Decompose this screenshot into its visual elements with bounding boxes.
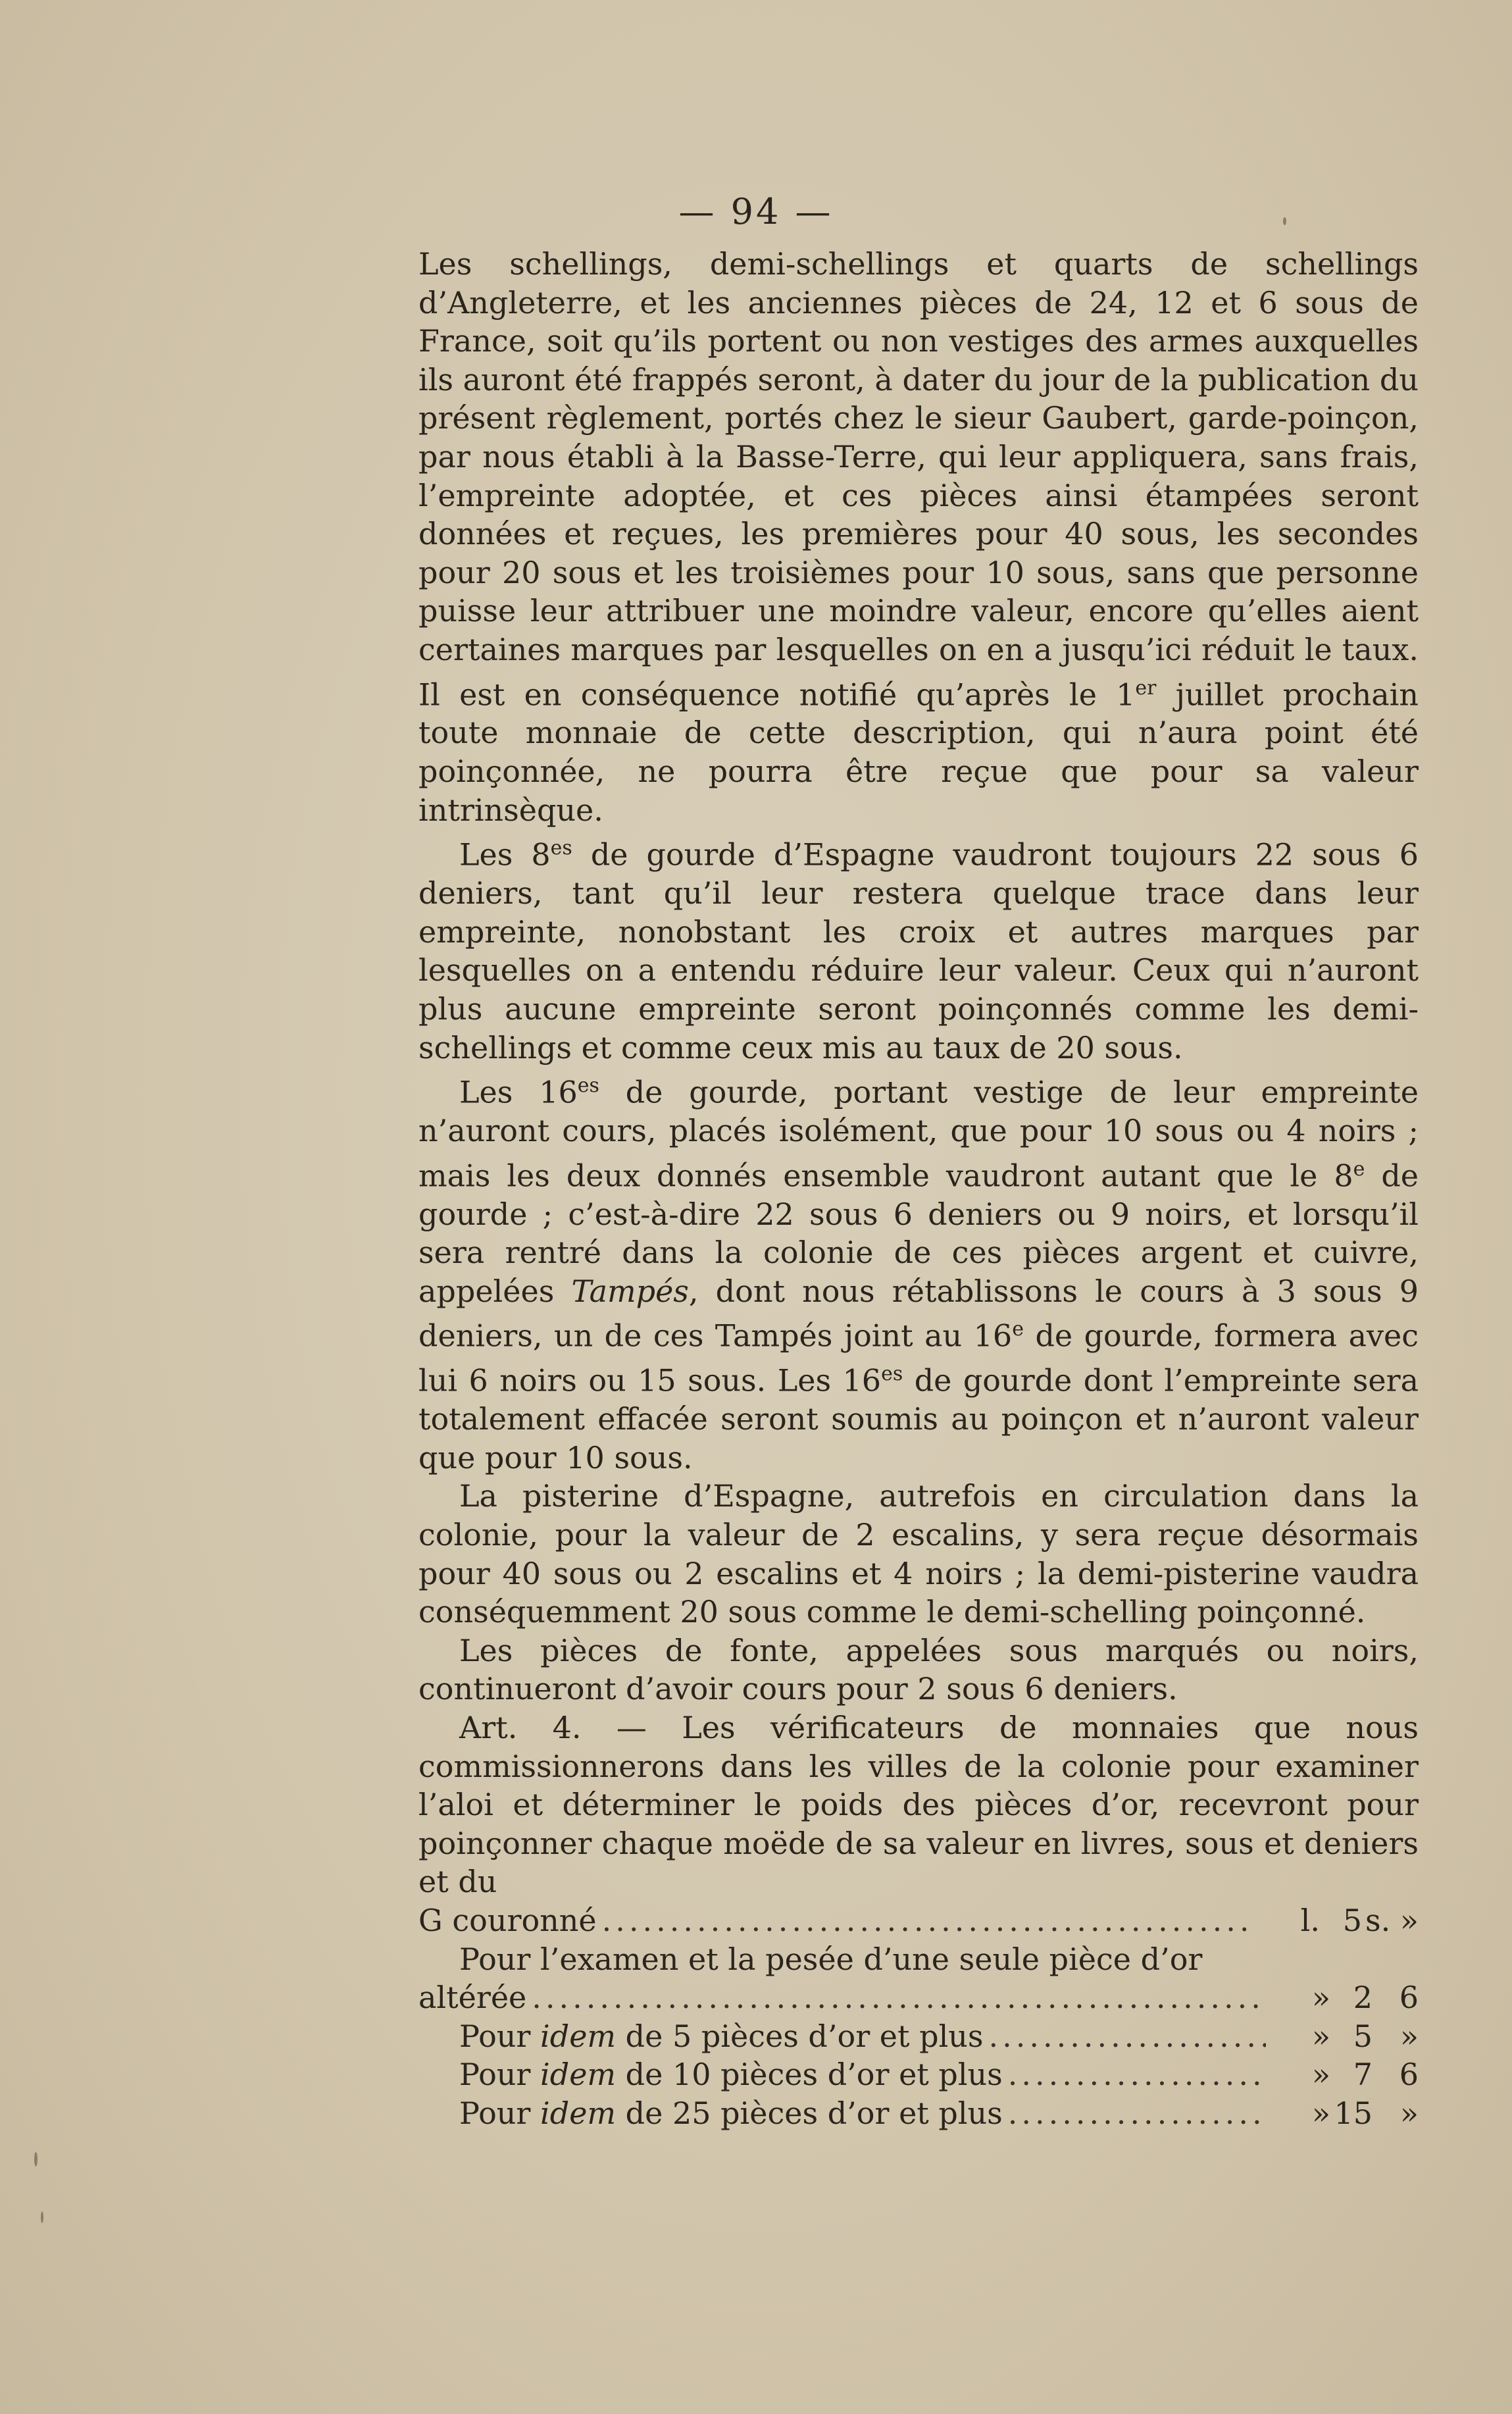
leader-dots [532, 1978, 1266, 2017]
idem-italic: idem [540, 2095, 617, 2131]
fee-label: Pour idem de 5 pièces d’or et plus [459, 2018, 984, 2054]
fee-amount [1261, 1901, 1419, 1940]
leader-dots [602, 1901, 1255, 1940]
fee-label-line1: Pour l’examen et la pesée d’une seule pièce d’or [459, 1941, 1203, 1977]
idem-italic: idem [540, 2057, 617, 2093]
fee-sous: 15 [1334, 2095, 1373, 2131]
page-number: — 94 — [678, 191, 834, 232]
fee-row-10-pieces [418, 2055, 1419, 2094]
fee-amount [1271, 2055, 1419, 2094]
fee-livres: l. [1300, 1902, 1320, 1938]
fee-row-g-couronne [418, 1901, 1419, 1940]
leader-dots [989, 2017, 1266, 2056]
paper-speck [41, 2211, 43, 2223]
paragraph-pisterine: La pisterine d’Espagne, autrefois en circulation dans la colonie, pour la valeur de 2 escalins, y sera reçue désormais pour 40 sous ou 2 escalins et 4 noirs ; la demi-pisterine vaudra conséquemment 20 sous comme le demi-schelling poinçonné. [418, 1478, 1419, 1630]
leader-dots [1008, 2055, 1266, 2094]
paragraph-schellings: Les schellings, demi-schellings et quarts de schellings d’Angleterre, et les anciennes pièces de 24, 12 et 6 sous de France, soit qu’ils portent ou non vestiges des armes auxquelles ils auront été frappés seront, à dater du jour de la publication du présent règlement, portés chez le sieur Gaubert, garde-poinçon, par nous établi à la Basse-Terre, qui leur appliquera, sans frais, l’empreinte adoptée, et ces pièces ainsi étampées seront données et reçues, les premières pour 40 sous, les secondes pour 20 sous et les troisièmes pour 10 sous, sans que personne puisse leur attribuer une moindre valeur, encore qu’elles aient certaines marques par lesquelles on en a jusqu’ici réduit le taux. Il est en conséquence notifié qu’après le 1er juillet prochain toute monnaie de cette description, qui n’aura point été poinçonnée, ne pourra être reçue que pour sa valeur intrinsèque. [418, 246, 1419, 828]
fee-table [418, 1901, 1419, 2133]
fee-livres: » [1311, 2057, 1330, 2093]
fee-livres: » [1311, 1980, 1330, 2016]
paper-speck [34, 2152, 38, 2167]
fee-sous: 5 [1353, 2018, 1373, 2054]
paragraph-seiziemes-gourde: Les $16^{es}$ de gourde, portant vestige de leur empreinte n’auront cours, placés isolément, que pour 10 sous ou 4 noirs ; mais les deux donnés ensemble vaudront autant que le 8e de gourde ; c’est-à-dire 22 sous 6 deniers ou 9 noirs, et lorsqu’il sera rentré dans la colonie de ces pièces argent et cuivre, appelées Tampés, dont nous rétablissons le cours à 3 sous 9 deniers, un de ces Tampés joint au 16e de gourde, formera avec lui 6 noirs ou 15 sous. Les $16^{es}$ de gourde dont l’empreinte sera totalement effacée seront soumis au poinçon et n’auront valeur que pour 10 sous. [418, 1074, 1419, 1476]
fee-sous: 5 [1342, 1902, 1362, 1938]
idem-italic: idem [540, 2018, 617, 2054]
fee-label: Pour idem de 10 pièces d’or et plus [459, 2057, 1003, 2093]
fee-livres: » [1311, 2018, 1330, 2054]
fee-label: G couronné [418, 1902, 597, 1938]
fee-label: altérée [418, 1980, 527, 2016]
paragraph-pieces-fonte: Les pièces de fonte, appelées sous marqués ou noirs, continueront d’avoir cours pour 2 sous 6 deniers. [418, 1632, 1419, 1707]
fee-sous: 7 [1353, 2057, 1373, 2093]
fee-row-25-pieces [418, 2094, 1419, 2133]
fee-label: Pour idem de 25 pièces d’or et plus [459, 2095, 1003, 2131]
fee-amount [1271, 2017, 1419, 2056]
paragraph-huitiemes-gourde: Les $8^{es}$ de gourde d’Espagne vaudront toujours 22 sous 6 deniers, tant qu’il leur restera quelque trace dans leur empreinte, nonobstant les croix et autres marques par lesquelles on a entendu réduire leur valeur. Ceux qui n’auront plus aucune empreinte seront poinçonnés comme les demi-schellings et comme ceux mis au taux de 20 sous. [418, 836, 1419, 1066]
fee-deniers: 6 [1399, 1980, 1419, 2016]
fee-amount [1271, 2094, 1419, 2133]
paper-speck [1283, 217, 1286, 225]
leader-dots [1008, 2094, 1266, 2133]
fee-sous: 2 [1353, 1980, 1373, 2016]
fee-deniers: » [1399, 2018, 1419, 2054]
fee-deniers: 6 [1399, 2057, 1419, 2093]
fee-amount [1271, 1978, 1419, 2017]
fee-livres: » [1311, 2095, 1330, 2131]
fee-row-alteree [418, 1978, 1419, 2017]
fee-row-5-pieces [418, 2017, 1419, 2056]
fee-deniers: » [1399, 2095, 1419, 2131]
paragraph-article-4: Art. 4. — Les vérificateurs de monnaies que nous commissionnerons dans les villes de la colonie pour examiner l’aloi et déterminer le poids des pièces d’or, recevront pour poinçonner chaque moëde de sa valeur en livres, sous et deniers et du [418, 1709, 1419, 1900]
fee-deniers: s. » [1365, 1902, 1419, 1938]
body-text [418, 245, 1419, 2132]
